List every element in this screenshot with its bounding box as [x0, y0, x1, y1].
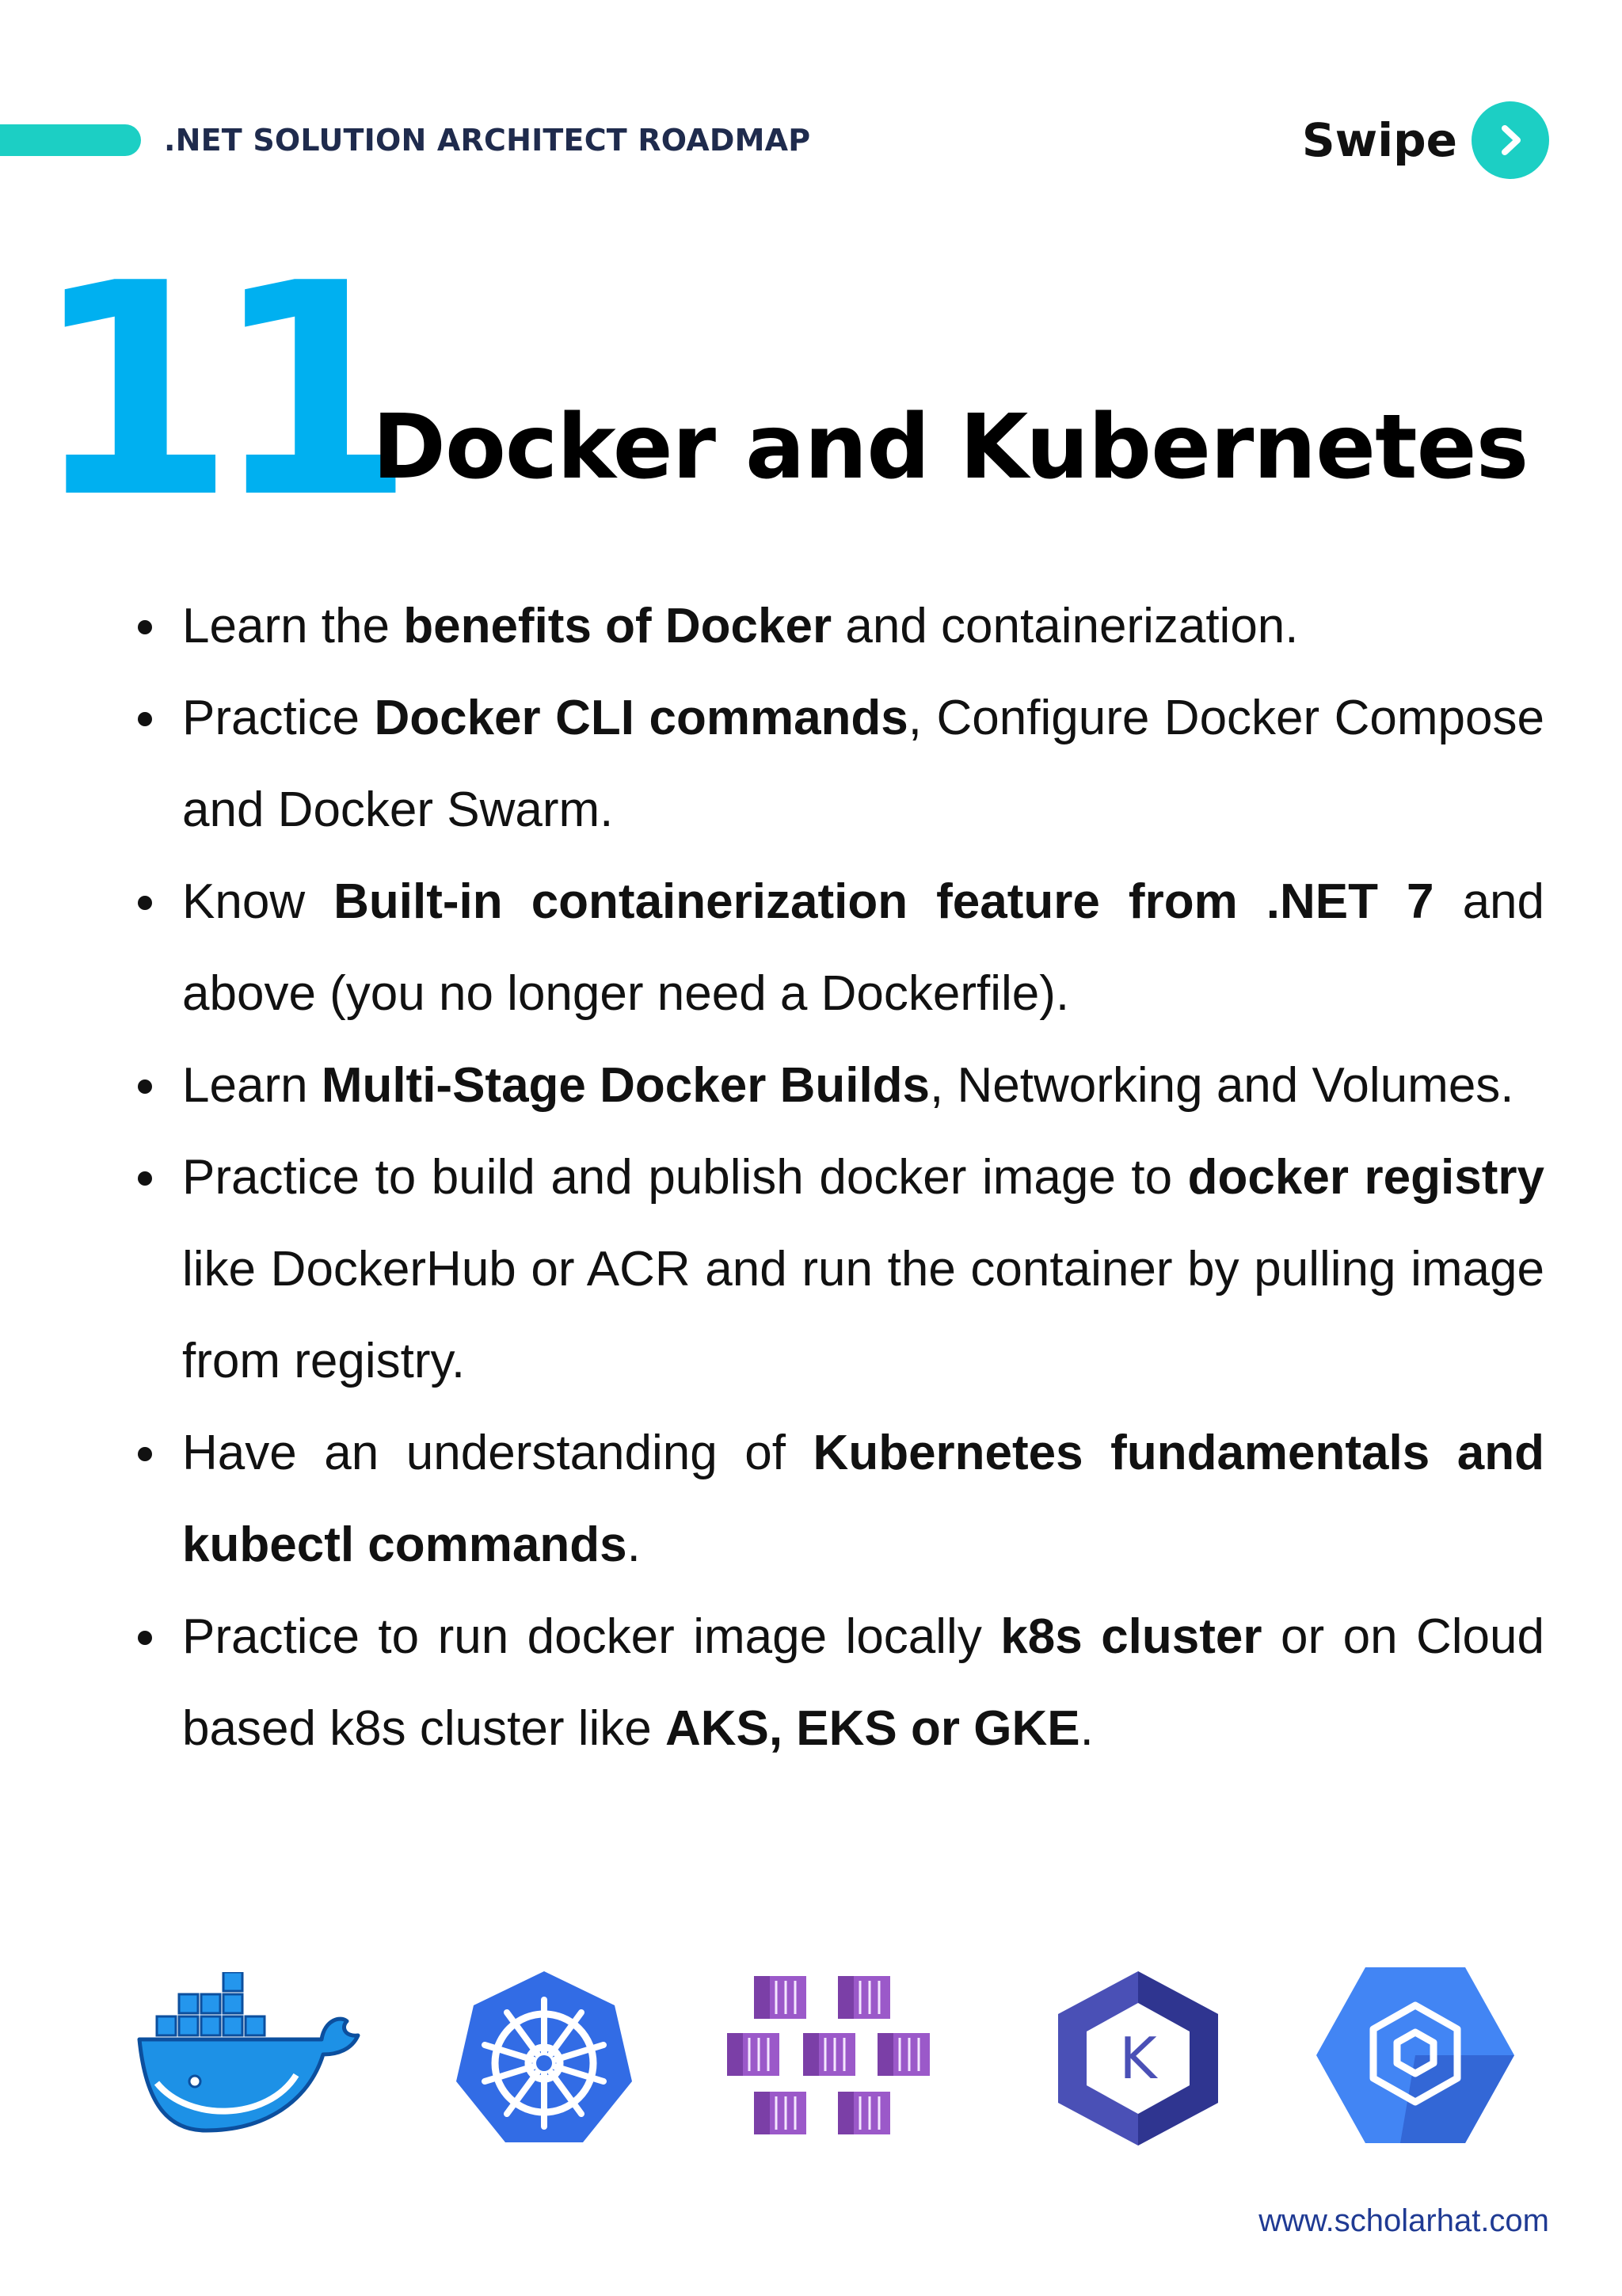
emphasis-text: docker registry — [1187, 1150, 1544, 1205]
website-link[interactable]: www.scholarhat.com — [1258, 2203, 1549, 2238]
emphasis-text: Multi-Stage Docker Builds — [321, 1058, 931, 1113]
swipe-control[interactable] — [1302, 101, 1549, 179]
body-text: Practice — [182, 691, 375, 745]
list-item — [182, 1040, 1544, 1132]
list-item — [182, 856, 1544, 1040]
body-text: . — [1079, 1701, 1094, 1756]
azure-kubernetes-service-icon — [727, 1976, 949, 2138]
kubernetes-helm-icon — [453, 1968, 635, 2146]
emphasis-text: Built-in containerization feature from .NET 7 — [333, 874, 1434, 929]
body-text: Know — [182, 874, 334, 929]
docker-whale-icon — [133, 1972, 364, 2138]
emphasis-text: benefits of Docker — [403, 599, 832, 653]
emphasis-text: Docker CLI commands — [374, 691, 908, 745]
body-text: or on Cloud based k8s cluster like — [182, 1609, 1544, 1756]
body-text: , Configure Docker Compose and Docker Swarm. — [182, 691, 1544, 837]
emphasis-text: AKS, EKS or GKE — [664, 1701, 1080, 1756]
series-title: .NET SOLUTION ARCHITECT ROADMAP — [164, 123, 811, 158]
body-text: Practice to build and publish docker image to — [182, 1150, 1188, 1205]
body-text: Learn — [182, 1058, 322, 1113]
emphasis-text: k8s cluster — [1000, 1609, 1262, 1664]
emphasis-text: Kubernetes fundamentals and kubectl commands — [182, 1426, 1544, 1572]
list-item — [182, 1591, 1544, 1775]
technology-logos — [127, 1960, 1521, 2150]
list-item — [182, 672, 1544, 856]
step-number: 11 — [32, 222, 392, 562]
body-text: and containerization. — [832, 599, 1299, 653]
body-text: Learn the — [182, 599, 404, 653]
header-accent-bar — [0, 124, 141, 156]
body-text: like DockerHub or ACR and run the container by pulling image from registry. — [182, 1242, 1544, 1388]
chevron-right-icon — [1492, 122, 1529, 158]
body-text: . — [626, 1517, 641, 1572]
body-text: Practice to run docker image locally — [182, 1609, 1001, 1664]
swipe-button[interactable] — [1472, 101, 1549, 179]
body-text: Have an understanding of — [182, 1426, 813, 1480]
eks-letter: K — [1119, 2025, 1157, 2092]
amazon-eks-icon — [1055, 1968, 1221, 2149]
body-text: and above (you no longer need a Dockerfile). — [182, 874, 1545, 1021]
list-item — [182, 1407, 1544, 1591]
page-title: Docker and Kubernetes — [372, 396, 1529, 499]
swipe-label[interactable]: Swipe — [1301, 113, 1457, 167]
body-text: , Networking and Volumes. — [930, 1058, 1514, 1113]
google-kubernetes-engine-icon — [1313, 1964, 1517, 2146]
list-item — [182, 581, 1544, 672]
list-item — [182, 1132, 1544, 1407]
key-points-list — [182, 581, 1544, 1775]
